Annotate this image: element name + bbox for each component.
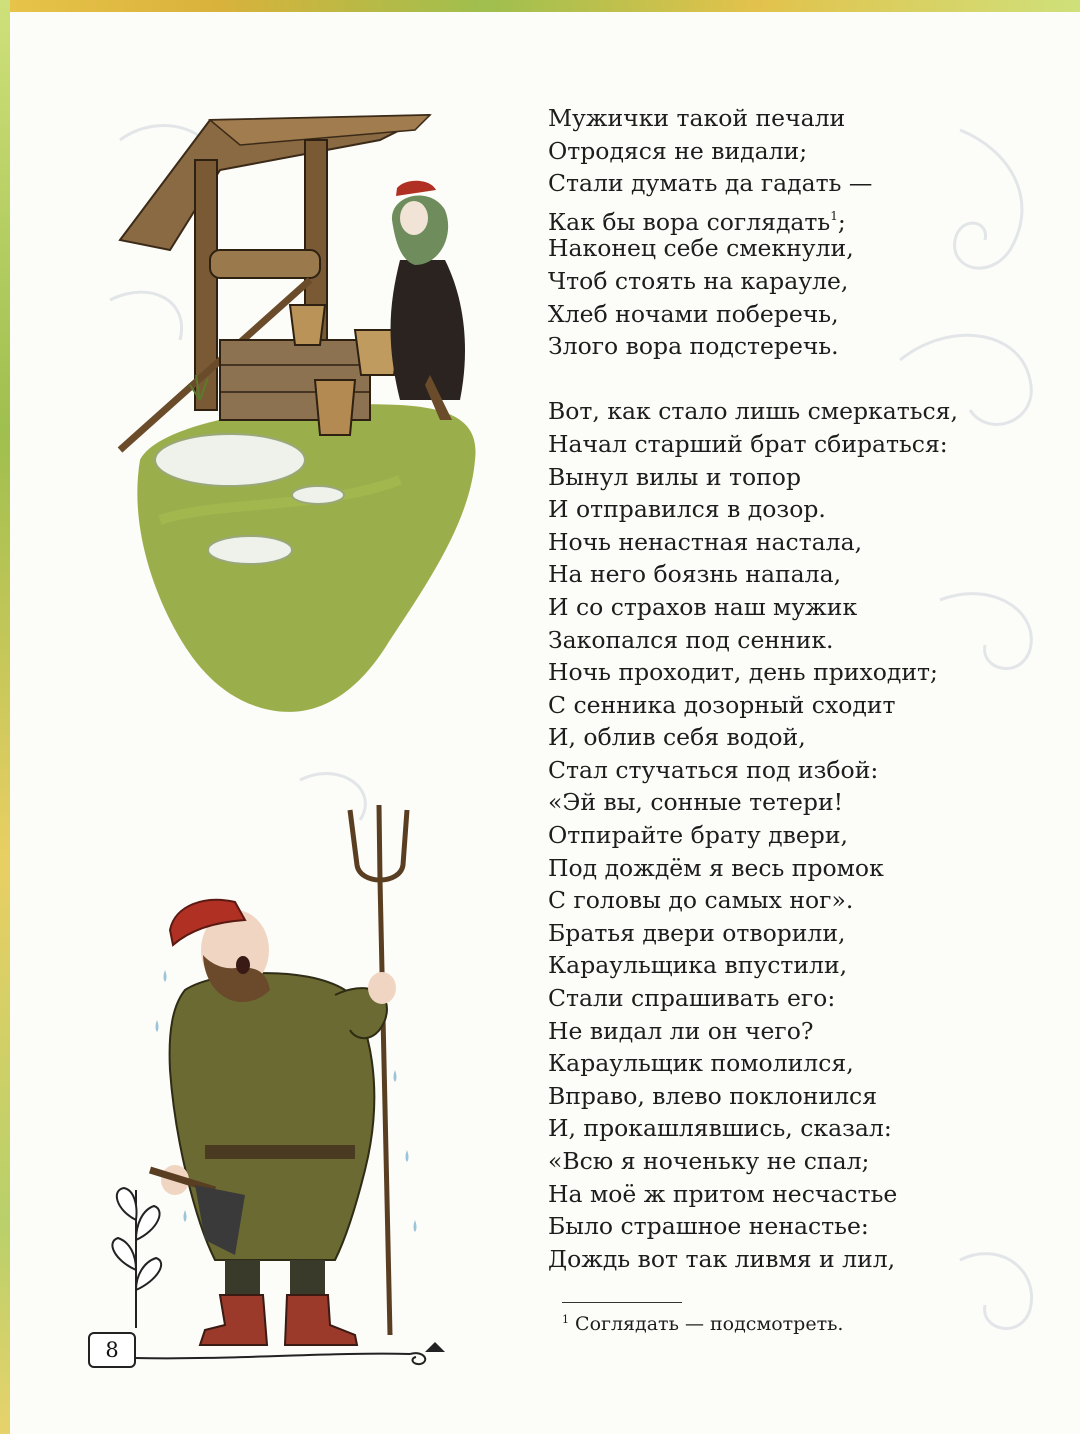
cover-edge-left	[0, 0, 10, 1434]
bucket	[315, 380, 355, 435]
verse-line: Чтоб стоять на карауле,	[548, 266, 849, 295]
verse-line: На него боязнь напала,	[548, 560, 842, 589]
footnote	[562, 1313, 843, 1335]
verse-line: Как бы вора соглядать$^1$;	[548, 207, 846, 236]
verse-line: Мужички такой печали	[548, 104, 846, 132]
verse-line: Дождь вот так ливмя и лил,	[548, 1244, 896, 1273]
verse-line: Стал стучаться под избой:	[548, 755, 879, 784]
well-illustration	[100, 100, 500, 730]
cover-edge-top	[0, 0, 1080, 12]
verse-line: Братья двери отворили,	[548, 918, 846, 947]
footnote-reference: 1	[830, 208, 838, 223]
puddle	[292, 486, 344, 504]
verse-line: «Эй вы, сонные тетери!	[548, 788, 844, 817]
verse-line: Стали думать да гадать —	[548, 169, 873, 198]
verse-line: И, облив себя водой,	[548, 723, 806, 752]
bucket	[290, 305, 325, 345]
verse-line: «Всю я ноченьку не спал;	[548, 1147, 870, 1175]
verse-line: Ночь ненастная настала,	[548, 527, 863, 556]
verse-line: Вынул вилы и топор	[548, 462, 801, 491]
woman-figure	[391, 181, 465, 420]
verse-line: И, прокашлявшись, сказал:	[548, 1114, 892, 1143]
verse-line: Вот, как стало лишь смеркаться,	[548, 397, 958, 426]
verse-line: Не видал ли он чего?	[548, 1016, 814, 1045]
puddle	[208, 536, 292, 564]
verse-line: Закопался под сенник.	[548, 625, 834, 654]
verse-line: Хлеб ночами поберечь,	[548, 299, 839, 328]
verse-line: Вправо, влево поклонился	[548, 1081, 878, 1110]
page-number: 8	[88, 1332, 136, 1368]
plant-ornament	[96, 1180, 176, 1330]
verse-line: Караульщик помолился,	[548, 1049, 854, 1078]
verse-line: Стали спрашивать его:	[548, 984, 836, 1013]
poem-text	[548, 102, 1068, 1275]
verse-line: Караульщика впустили,	[548, 951, 848, 980]
coat	[170, 973, 375, 1260]
verse-line: Отпирайте брату двери,	[548, 821, 848, 850]
verse-line: И отправился в дозор.	[548, 495, 826, 524]
verse-line: И со страхов наш мужик	[548, 592, 858, 621]
verse-line: Наконец себе смекнули,	[548, 234, 854, 263]
verse-line: Было страшное ненастье:	[548, 1212, 869, 1241]
verse-line: Отродяся не видали;	[548, 136, 808, 165]
verse-line: На моё ж притом несчастье	[548, 1179, 898, 1208]
verse-line: Начал старший брат сбираться:	[548, 429, 948, 458]
verse-line: Ночь проходит, день приходит;	[548, 658, 938, 687]
verse-line: С сенника дозорный сходит	[548, 690, 896, 719]
footnote-text: Соглядать — подсмотреть.	[575, 1313, 844, 1335]
footnote-marker: 1	[562, 1313, 569, 1326]
stanza-break	[548, 363, 1068, 396]
verse-line: С головы до самых ног».	[548, 886, 854, 915]
footnote-divider	[562, 1302, 682, 1303]
verse-line: Злого вора подстеречь.	[548, 332, 839, 361]
puddle	[155, 434, 305, 486]
verse-line: Под дождём я весь промок	[548, 853, 884, 882]
